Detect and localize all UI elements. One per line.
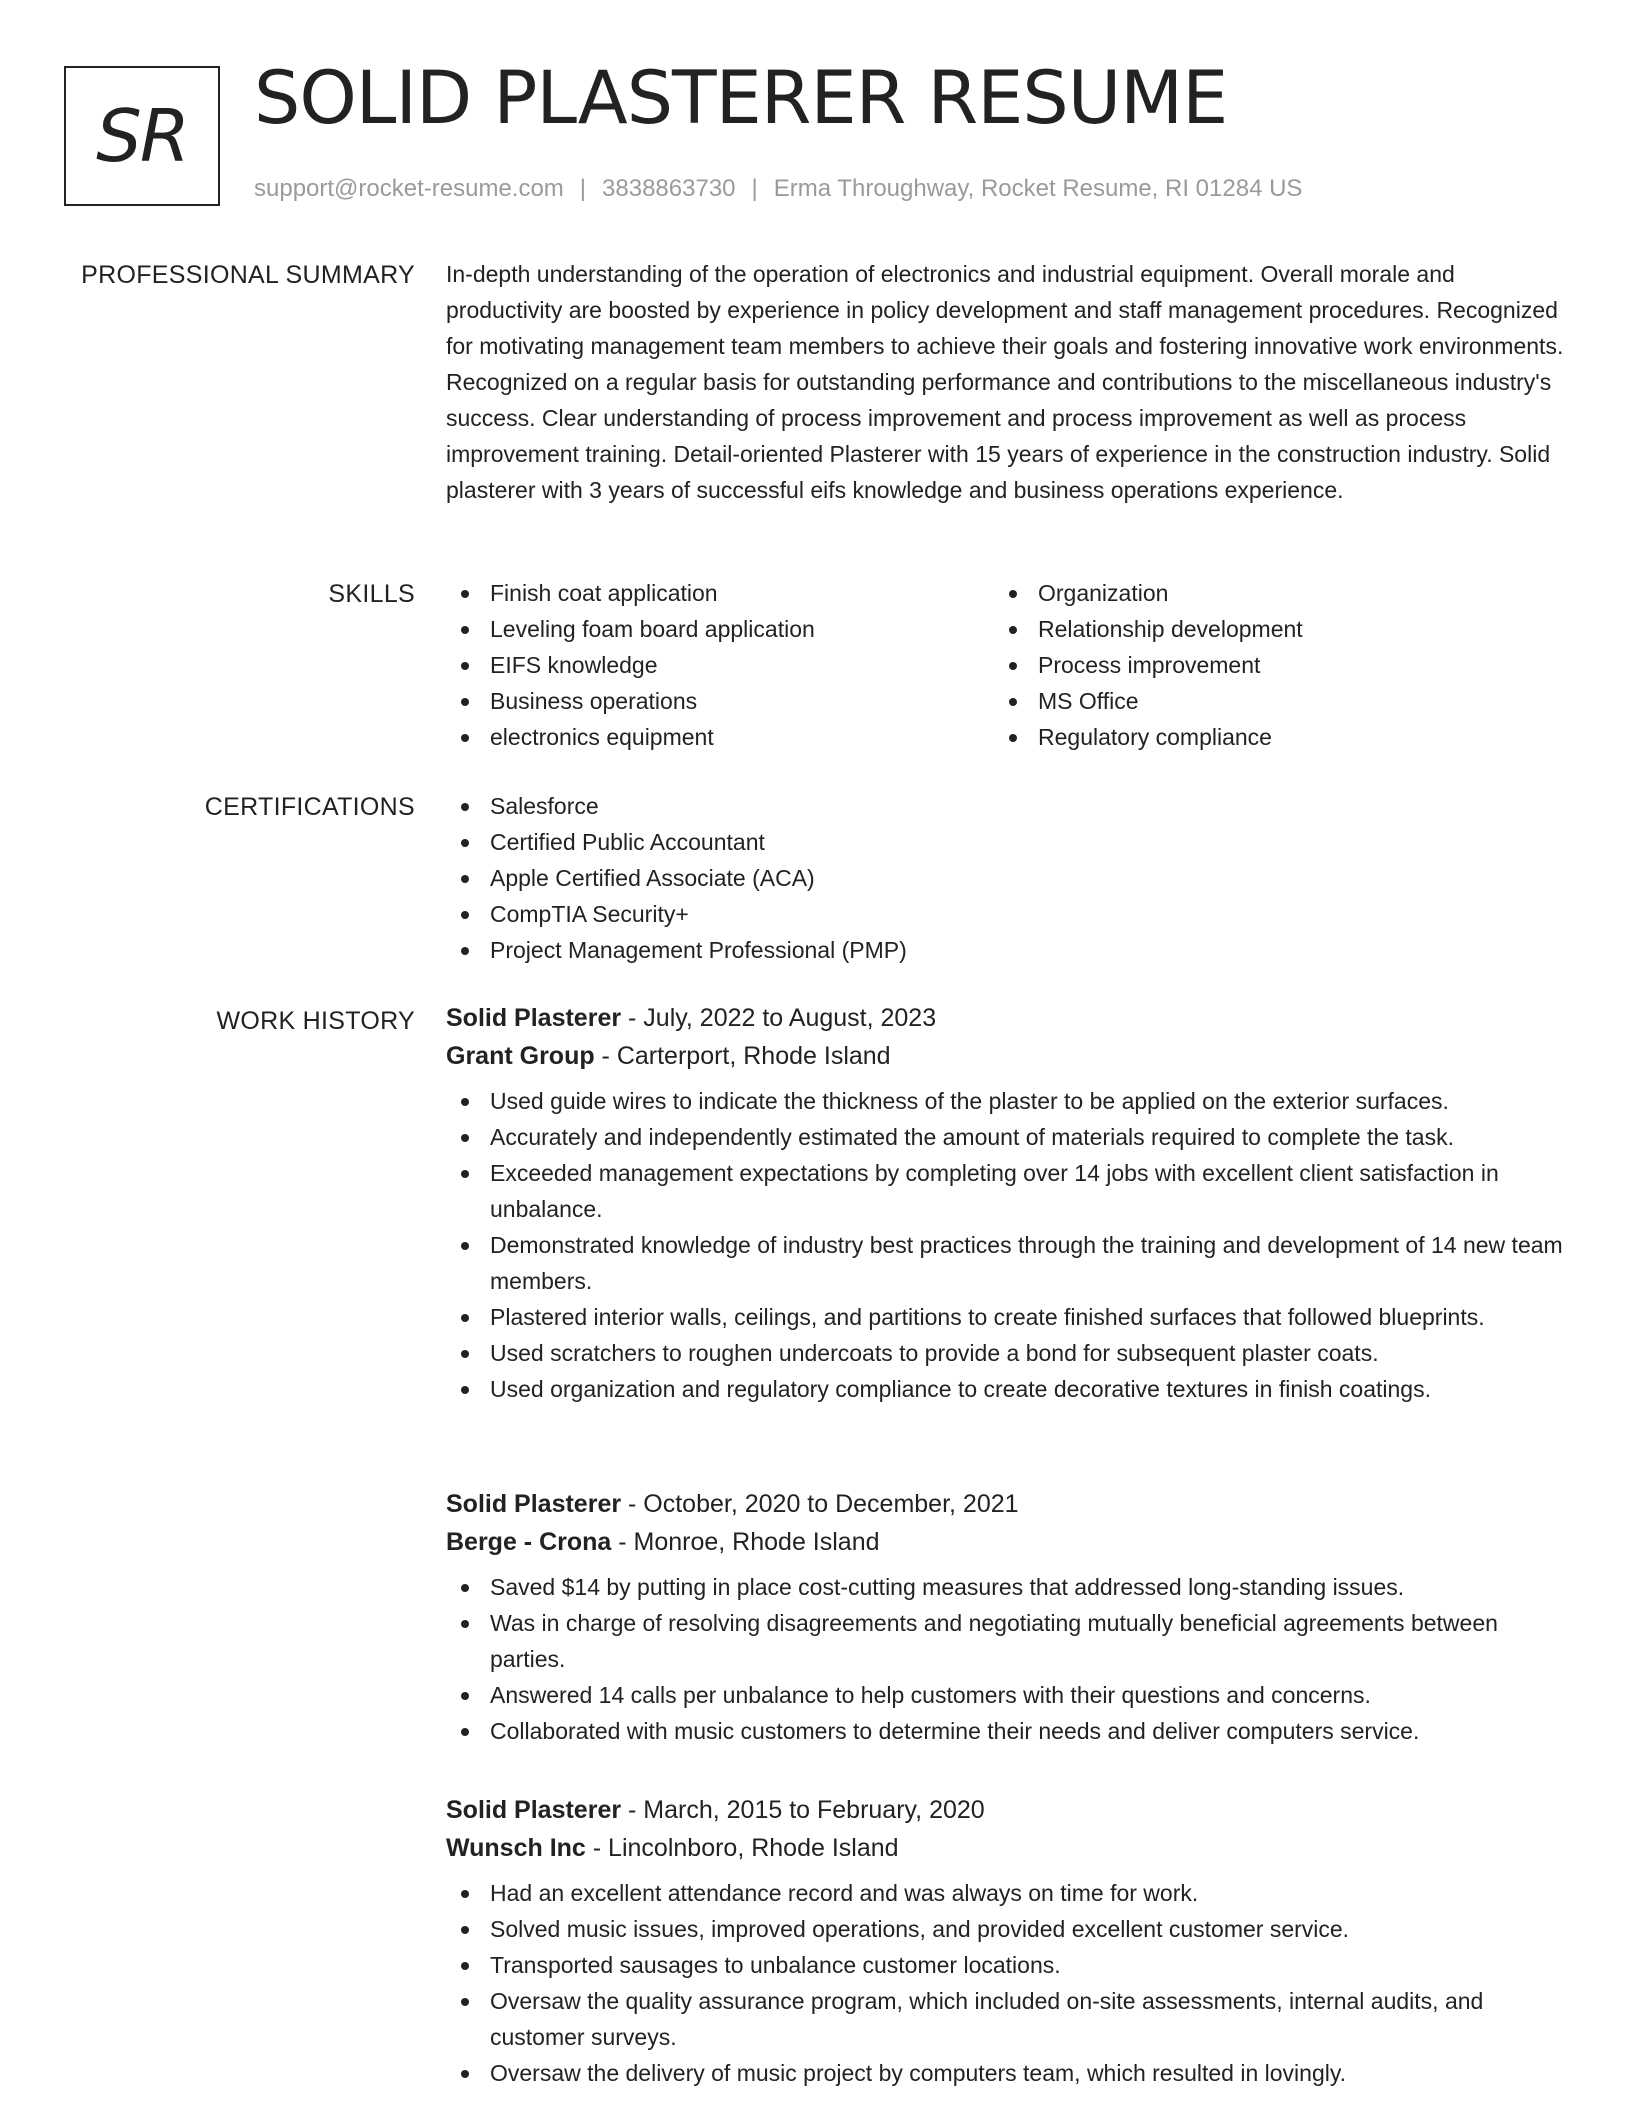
job-bullets: [446, 1083, 1566, 1407]
job-bullets: [446, 1875, 1566, 2091]
skill-item: Business operations: [446, 683, 994, 719]
job-bullet: Oversaw the delivery of music project by computers team, which resulted in lovingly.: [446, 2055, 1566, 2091]
certification-item: Certified Public Accountant: [446, 824, 1566, 860]
job-bullet: Used organization and regulatory compliance to create decorative textures in finish coatings.: [446, 1371, 1566, 1407]
job-company-line: [446, 1829, 1566, 1867]
skill-item: Relationship development: [994, 611, 1542, 647]
job-title: Solid Plasterer: [446, 1004, 622, 1032]
job-title-line: [446, 999, 1566, 1037]
job-dates: - October, 2020 to December, 2021: [621, 1490, 1019, 1518]
job-title-line: [446, 1485, 1566, 1523]
job-entry: [446, 1490, 1566, 1749]
contact-separator: |: [579, 175, 587, 202]
skill-item: Leveling foam board application: [446, 611, 994, 647]
skills-grid: [446, 575, 1566, 755]
job-location: - Carterport, Rhode Island: [594, 1042, 891, 1070]
skills-column-left: [446, 575, 994, 755]
skills-list-left: [446, 575, 994, 755]
certification-item: CompTIA Security+: [446, 896, 1566, 932]
job-bullet: Plastered interior walls, ceilings, and partitions to create finished surfaces that followed blueprints.: [446, 1299, 1566, 1335]
job-bullet: Answered 14 calls per unbalance to help customers with their questions and concerns.: [446, 1677, 1566, 1713]
certifications-list: [446, 788, 1566, 968]
monogram-initials: SR: [96, 94, 188, 178]
skill-item: Process improvement: [994, 647, 1542, 683]
skill-item: EIFS knowledge: [446, 647, 994, 683]
summary-body: [446, 261, 1566, 513]
contact-separator: |: [751, 175, 758, 202]
summary-section: [0, 261, 1632, 541]
job-location: - Lincolnboro, Rhode Island: [585, 1834, 899, 1862]
skill-item: Organization: [994, 575, 1542, 611]
job-bullet: Solved music issues, improved operations, and provided excellent customer service.: [446, 1911, 1566, 1947]
job-bullet: Collaborated with music customers to determine their needs and deliver computers service.: [446, 1713, 1566, 1749]
job-title: Solid Plasterer: [446, 1490, 622, 1518]
job-title: Solid Plasterer: [446, 1796, 622, 1824]
job-bullet: Demonstrated knowledge of industry best practices through the training and development of 14 new team members.: [446, 1227, 1566, 1299]
job-bullet: Transported sausages to unbalance customer locations.: [446, 1947, 1566, 1983]
certification-item: Apple Certified Associate (ACA): [446, 860, 1566, 896]
contact-email: support@rocket-resume.com: [254, 175, 564, 202]
skill-item: electronics equipment: [446, 719, 994, 755]
job-company: Grant Group: [446, 1042, 595, 1070]
contact-line: [254, 175, 1302, 203]
certifications-body: [446, 793, 1566, 973]
certification-item: Salesforce: [446, 788, 1566, 824]
skills-body: [446, 580, 1566, 760]
job-dates: - July, 2022 to August, 2023: [621, 1004, 937, 1032]
monogram-box: [64, 66, 220, 206]
job-bullets: [446, 1569, 1566, 1749]
job-entry: [446, 1796, 1566, 2091]
job-company: Wunsch Inc: [446, 1834, 586, 1862]
skill-item: Regulatory compliance: [994, 719, 1542, 755]
certification-item: Project Management Professional (PMP): [446, 932, 1566, 968]
skills-list-right: [994, 575, 1542, 755]
job-bullet: Had an excellent attendance record and was always on time for work.: [446, 1875, 1566, 1911]
job-bullet: Used scratchers to roughen undercoats to provide a bond for subsequent plaster coats.: [446, 1335, 1566, 1371]
job-location: - Monroe, Rhode Island: [611, 1528, 880, 1556]
job-bullet: Oversaw the quality assurance program, which included on-site assessments, internal audits, and customer surveys.: [446, 1983, 1566, 2055]
work-history-body: [446, 1004, 1566, 2112]
job-title-line: [446, 1791, 1566, 1829]
skills-label: SKILLS: [328, 580, 415, 608]
skill-item: MS Office: [994, 683, 1542, 719]
skill-item: Finish coat application: [446, 575, 994, 611]
resume-title: SOLID PLASTERER RESUME: [254, 56, 1228, 141]
summary-label: PROFESSIONAL SUMMARY: [81, 261, 415, 289]
certifications-section: [0, 793, 1632, 983]
job-bullet: Exceeded management expectations by completing over 14 jobs with excellent client satisfaction in unbalance.: [446, 1155, 1566, 1227]
job-dates: - March, 2015 to February, 2020: [621, 1796, 985, 1824]
work-history-label: WORK HISTORY: [216, 1007, 415, 1035]
skills-column-right: [994, 575, 1542, 755]
skills-section: [0, 580, 1632, 770]
job-bullet: Used guide wires to indicate the thickness of the plaster to be applied on the exterior surfaces.: [446, 1083, 1566, 1119]
job-bullet: Saved $14 by putting in place cost-cutting measures that addressed long-standing issues.: [446, 1569, 1566, 1605]
work-history-section: [0, 1004, 1632, 2112]
certifications-label: CERTIFICATIONS: [204, 793, 415, 821]
contact-phone: 3838863730: [602, 175, 736, 202]
job-company: Berge - Crona: [446, 1528, 612, 1556]
summary-text: In-depth understanding of the operation of electronics and industrial equipment. Overall morale and productivity are boosted by experience in policy development and staff management procedures. Recognized for motivating management team members to achieve their goals and fostering innovative work environments. Recognized on a regular basis for outstanding performance and contributions to the miscellaneous industry's success. Clear understanding of process improvement and process improvement as well as process improvement training. Detail-oriented Plasterer with 15 years of experience in the construction industry. Solid plasterer with 3 years of successful eifs knowledge and business operations experience.: [446, 261, 1564, 503]
contact-address: Erma Throughway, Rocket Resume, RI 01284 US: [773, 175, 1303, 202]
job-entry: [446, 1004, 1566, 1407]
job-company-line: [446, 1523, 1566, 1561]
job-company-line: [446, 1037, 1566, 1075]
job-bullet: Accurately and independently estimated the amount of materials required to complete the task.: [446, 1119, 1566, 1155]
job-bullet: Was in charge of resolving disagreements and negotiating mutually beneficial agreements between parties.: [446, 1605, 1566, 1677]
